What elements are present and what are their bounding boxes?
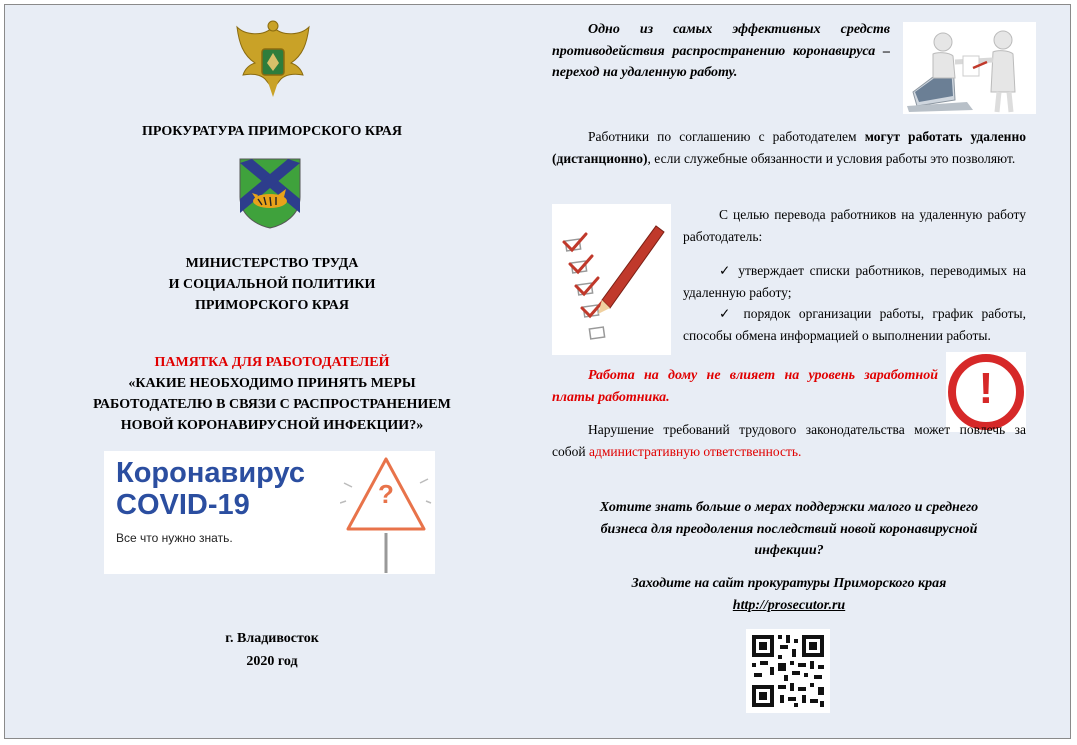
check-icon: ✓ bbox=[719, 263, 733, 278]
warning-sign-icon bbox=[340, 453, 432, 573]
violation-red-text: административную ответственность. bbox=[588, 443, 802, 459]
question-block bbox=[552, 497, 1026, 562]
visit-block bbox=[552, 573, 1026, 616]
site-link[interactable]: http://prosecutor.ru bbox=[732, 597, 846, 613]
remote-text-1: Работники по соглашению с работодателем bbox=[588, 129, 865, 144]
coat-of-arms-icon bbox=[238, 157, 302, 229]
question-mark: ? bbox=[378, 479, 394, 509]
employer-intro: С целью перевода работников на удаленную работу работодатель: bbox=[683, 207, 1026, 244]
intro-text: Одно из самых эффективных средств противодействия распространению коронавируса – переход на удаленную работу. bbox=[552, 22, 890, 80]
memo-question-line-1: «КАКИЕ НЕОБХОДИМО ПРИНЯТЬ МЕРЫ bbox=[128, 376, 416, 391]
violation-paragraph bbox=[552, 419, 1026, 462]
qr-code-icon bbox=[746, 629, 830, 713]
salary-note: Работа на дому не влияет на уровень заработной платы работника. bbox=[552, 368, 938, 405]
visit-text: Заходите на сайт прокуратуры Приморского края bbox=[631, 576, 947, 591]
checklist-pen-icon bbox=[552, 204, 671, 355]
checklist-item bbox=[683, 260, 1026, 303]
ministry-line-1: МИНИСТЕРСТВО ТРУДА bbox=[185, 256, 359, 271]
ministry-block bbox=[25, 253, 519, 316]
emblem-icon bbox=[233, 19, 313, 101]
ministry-line-2: И СОЦИАЛЬНОЙ ПОЛИТИКИ bbox=[168, 277, 376, 292]
city-label: г. Владивосток bbox=[225, 631, 319, 646]
memo-question-line-2: РАБОТОДАТЕЛЮ В СВЯЗИ С РАСПРОСТРАНЕНИЕМ bbox=[93, 397, 451, 412]
alert-glyph: ! bbox=[978, 364, 994, 413]
covid-title-1: Коронавирус bbox=[116, 457, 306, 489]
ministry-line-3: ПРИМОРСКОГО КРАЯ bbox=[194, 298, 350, 313]
year-label: 2020 год bbox=[246, 654, 298, 669]
question-line-3: инфекции? bbox=[754, 543, 824, 558]
remote-text-3: , если служебные обязанности и условия работы это позволяют. bbox=[647, 150, 1016, 166]
covid-banner bbox=[104, 451, 435, 574]
org-title: ПРОКУРАТУРА ПРИМОРСКОГО КРАЯ bbox=[141, 124, 403, 139]
remote-paragraph bbox=[552, 126, 1026, 169]
checklist-item bbox=[683, 303, 1026, 346]
question-line-2: бизнеса для преодоления последствий новой коронавирусной bbox=[600, 521, 978, 537]
covid-title-2: COVID-19 bbox=[116, 489, 250, 521]
violation-text: Нарушение требований трудового законодательства может повлечь за собой bbox=[552, 422, 1026, 459]
checklist-item-text: утверждает списки работников, переводимых на удаленную работу; bbox=[683, 263, 1027, 300]
check-icon: ✓ bbox=[719, 306, 736, 321]
checklist bbox=[683, 260, 1026, 346]
memo-block bbox=[25, 352, 519, 436]
footer-block bbox=[25, 627, 519, 673]
memo-question-line-3: НОВОЙ КОРОНАВИРУСНОЙ ИНФЕКЦИИ?» bbox=[120, 418, 424, 433]
covid-subtitle: Все что нужно знать. bbox=[116, 531, 233, 545]
remote-text-bold: могут работать удаленно (дистанционно) bbox=[552, 129, 1026, 166]
question-line-1: Хотите знать больше о мерах поддержки малого и среднего bbox=[599, 500, 979, 515]
handshake-figures-icon bbox=[903, 22, 1036, 114]
checklist-item-text: порядок организации работы, график работы, способы обмена информацией о выполнении работы. bbox=[683, 306, 1026, 343]
brochure-page bbox=[4, 4, 1071, 739]
memo-label: ПАМЯТКА ДЛЯ РАБОТОДАТЕЛЕЙ bbox=[154, 355, 390, 370]
